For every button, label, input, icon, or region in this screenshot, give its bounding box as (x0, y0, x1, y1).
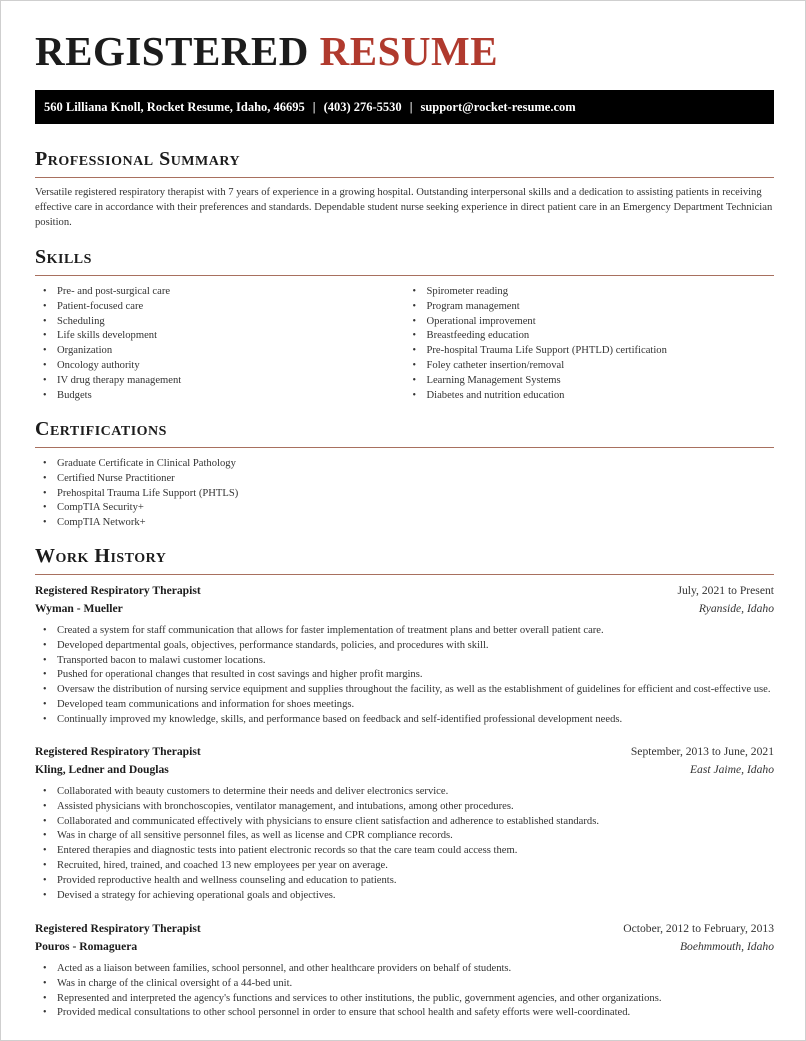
summary-text: Versatile registered respiratory therapist with 7 years of experience in a growing hospital. Outstanding interpersonal skills and a dedication to assisting patients in receiving effective care in accordance with their preferences and standards. Dependable student nurse seeking experience in direct patient care in an Emergency Department Technician position. (35, 187, 773, 228)
certifications-section (35, 419, 774, 531)
certifications-list (35, 457, 774, 531)
certification-item: • Graduate Certificate in Clinical Pathology (35, 457, 774, 472)
skills-list-left (35, 285, 405, 403)
job-entry (35, 583, 774, 728)
certification-item: • CompTIA Security+ (35, 501, 774, 516)
contact-phone: (403) 276-5530 (323, 99, 402, 114)
job-company: Wyman - Mueller (35, 602, 123, 615)
section-divider (35, 574, 774, 575)
certifications-heading: Certifications (35, 418, 167, 440)
job-bullet: • Collaborated with beauty customers to determine their needs and deliver electronics service. (35, 785, 774, 800)
job-bullet: • Developed team communications and information for shoes meetings. (35, 698, 774, 713)
skill-item: • Organization (35, 344, 405, 359)
job-bullet: • Oversaw the distribution of nursing service equipment and supplies throughout the facility, as well as the establishment of guidelines for efficient and cost-effective use. (35, 683, 774, 698)
skill-item: • Budgets (35, 389, 405, 404)
contact-address: 560 Lilliana Knoll, Rocket Resume, Idaho, 46695 (44, 99, 305, 114)
job-bullet: • Recruited, hired, trained, and coached 13 new employees per year on average. (35, 859, 774, 874)
job-bullet: • Developed departmental goals, objectives, performance standards, policies, and procedures with skill. (35, 639, 774, 654)
job-bullet: • Collaborated and communicated effectively with physicians to ensure client satisfaction and adherence to established standards. (35, 815, 774, 830)
contact-separator: | (312, 99, 316, 114)
job-bullet: • Transported bacon to malawi customer locations. (35, 654, 774, 669)
skills-columns (35, 285, 774, 403)
job-company: Pouros - Romaguera (35, 940, 138, 953)
skills-section (35, 247, 774, 403)
skill-item: • Foley catheter insertion/removal (405, 359, 775, 374)
job-title: Registered Respiratory Therapist (35, 745, 201, 758)
skill-item: • Pre- and post-surgical care (35, 285, 405, 300)
skills-heading: Skills (35, 246, 92, 268)
job-bullet: • Provided reproductive health and wellness counseling and education to patients. (35, 874, 774, 889)
skills-list-right (405, 285, 775, 403)
skill-item: • Breastfeeding education (405, 329, 775, 344)
job-bullet: • Represented and interpreted the agency's functions and services to other institutions, the public, government agencies, and other organizations. (35, 992, 774, 1007)
skill-item: • Oncology authority (35, 359, 405, 374)
job-bullet: • Provided medical consultations to other school personnel in order to ensure that school health and safety efforts were well-coordinated. (35, 1006, 774, 1021)
certification-item: • CompTIA Network+ (35, 516, 774, 531)
job-bullet: • Continually improved my knowledge, skills, and performance based on feedback and self-identified professional development needs. (35, 713, 774, 728)
skill-item: • Program management (405, 300, 775, 315)
certification-item: • Certified Nurse Practitioner (35, 472, 774, 487)
job-dates: July, 2021 to Present (677, 584, 774, 597)
job-bullet: • Entered therapies and diagnostic tests into patient electronic records so that the care team could access them. (35, 844, 774, 859)
skill-item: • Patient-focused care (35, 300, 405, 315)
section-divider (35, 177, 774, 178)
skill-item: • Learning Management Systems (405, 374, 775, 389)
section-divider (35, 275, 774, 276)
job-dates: September, 2013 to June, 2021 (630, 745, 774, 758)
skill-item: • Spirometer reading (405, 285, 775, 300)
resume-name (35, 28, 499, 74)
job-location: East Jaime, Idaho (689, 763, 774, 776)
job-bullet: • Acted as a liaison between families, school personnel, and other healthcare providers on behalf of students. (35, 962, 774, 977)
job-bullets (35, 785, 774, 903)
job-bullet: • Devised a strategy for achieving operational goals and objectives. (35, 889, 774, 904)
job-bullet: • Created a system for staff communication that allows for faster implementation of treatment plans and better overall patient care. (35, 624, 774, 639)
job-entry (35, 921, 774, 1021)
skill-item: • IV drug therapy management (35, 374, 405, 389)
first-name: REGISTERED (35, 28, 309, 74)
contact-separator: | (409, 99, 413, 114)
job-dates: October, 2012 to February, 2013 (623, 922, 774, 935)
work-history-section (35, 546, 774, 575)
job-bullet: • Pushed for operational changes that resulted in cost savings and higher profit margins. (35, 668, 774, 683)
job-title: Registered Respiratory Therapist (35, 584, 201, 597)
summary-section (35, 149, 774, 230)
job-company: Kling, Ledner and Douglas (35, 763, 169, 776)
job-bullet: • Was in charge of the clinical oversight of a 44-bed unit. (35, 977, 774, 992)
contact-email: support@rocket-resume.com (420, 99, 576, 114)
job-entry (35, 744, 774, 903)
certification-item: • Prehospital Trauma Life Support (PHTLS) (35, 487, 774, 502)
skill-item: • Diabetes and nutrition education (405, 389, 775, 404)
skill-item: • Operational improvement (405, 315, 775, 330)
job-bullets (35, 624, 774, 728)
job-location: Boehmmouth, Idaho (679, 940, 774, 953)
last-name: RESUME (319, 28, 499, 74)
work-history-heading: Work History (35, 545, 167, 567)
contact-bar (35, 90, 774, 124)
skill-item: • Pre-hospital Trauma Life Support (PHTLD) certification (405, 344, 775, 359)
job-bullets (35, 962, 774, 1021)
skill-item: • Life skills development (35, 329, 405, 344)
job-title: Registered Respiratory Therapist (35, 922, 201, 935)
summary-heading: Professional Summary (35, 148, 241, 170)
job-location: Ryanside, Idaho (698, 602, 774, 615)
section-divider (35, 447, 774, 448)
skill-item: • Scheduling (35, 315, 405, 330)
job-bullet: • Was in charge of all sensitive personnel files, as well as license and CPR compliance records. (35, 829, 774, 844)
job-bullet: • Assisted physicians with bronchoscopies, ventilator management, and intubations, among other procedures. (35, 800, 774, 815)
